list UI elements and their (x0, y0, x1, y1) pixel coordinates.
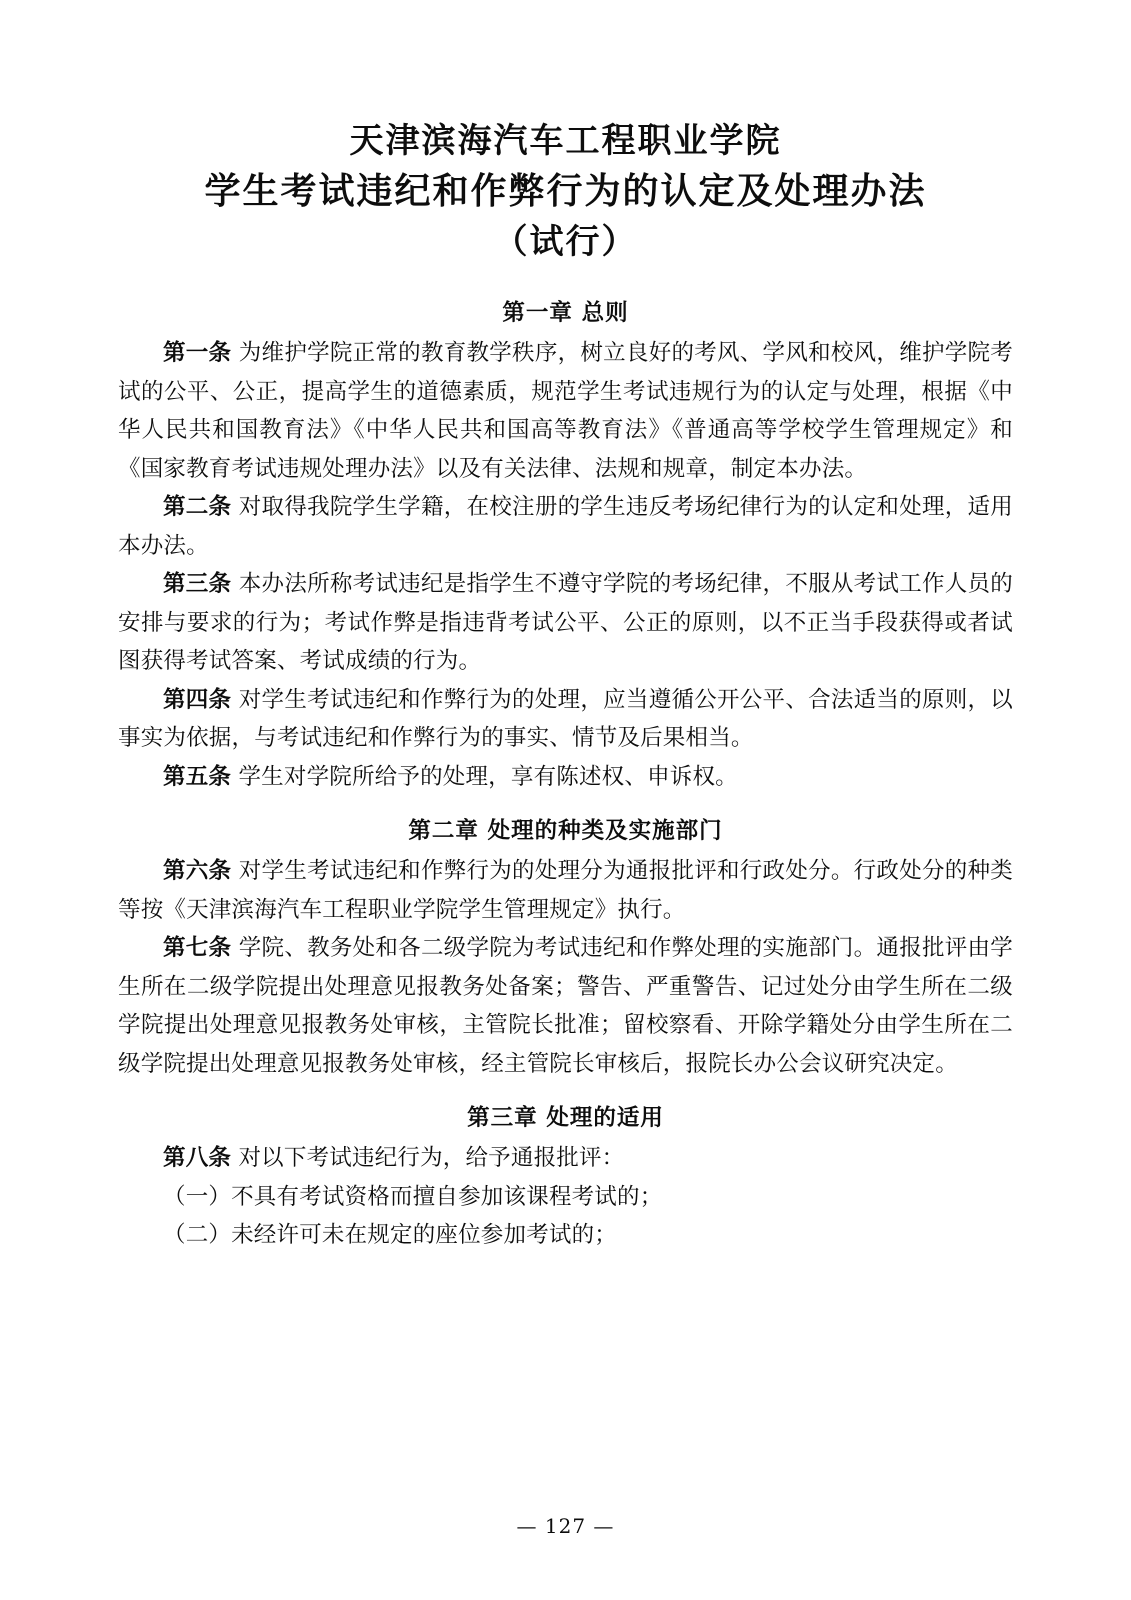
article-7-paragraph (118, 929, 1013, 1083)
article-2-label: 第二条 (163, 494, 232, 520)
article-5-label: 第五条 (163, 763, 232, 790)
article-3-label: 第三条 (163, 571, 232, 597)
title-line-subject: 学生考试违纪和作弊行为的认定及处理办法 (204, 170, 927, 212)
article-5-body: 学生对学院所给予的处理，享有陈述权、申诉权。 (238, 763, 738, 790)
article-6-body: 对学生考试违纪和作弊行为的处理分为通报批评和行政处分。行政处分的种类等按《天津滨海汽车工程职业学院学生管理规定》执行。 (118, 858, 1013, 923)
article-6-label: 第六条 (163, 858, 232, 884)
article-1-paragraph (118, 334, 1013, 488)
article-8-body: 对以下考试违纪行为，给予通报批评： (238, 1145, 625, 1171)
title-line-institution: 天津滨海汽车工程职业学院 (349, 121, 782, 161)
list-item: （二）未经许可未在规定的座位参加考试的； (163, 1222, 618, 1248)
list-item: （一）不具有考试资格而擅自参加该课程考试的； (163, 1183, 663, 1210)
chapter-one-heading: 第一章 总则 (502, 300, 629, 326)
article-5-paragraph (118, 758, 1013, 797)
article-3-paragraph (118, 565, 1013, 681)
article-2-paragraph (118, 488, 1013, 565)
article-8-label: 第八条 (163, 1145, 232, 1171)
article-8-paragraph (118, 1139, 1013, 1178)
article-4-body: 对学生考试违纪和作弊行为的处理，应当遵循公开公平、合法适当的原则，以事实为依据，与考试违纪和作弊行为的事实、情节及后果相当。 (118, 686, 1013, 751)
article-1-body: 为维护学院正常的教育教学秩序，树立良好的考风、学风和校风，维护学院考试的公平、公正，提高学生的道德素质，规范学生考试违规行为的认定与处理，根据《中华人民共和国教育法》《中华人民共和国高等教育法》《普通高等学校学生管理规定》和《国家教育考试违规处理办法》以及有关法律、法规和规章，制定本办法。 (118, 340, 1013, 482)
article-4-label: 第四条 (163, 686, 232, 713)
page-number: — 127 — (516, 1514, 615, 1538)
title-line-status: （试行） (493, 222, 638, 262)
chapter-two-heading: 第二章 处理的种类及实施部门 (408, 818, 723, 844)
article-1-label: 第一条 (163, 340, 232, 366)
chapter-three-heading: 第三章 处理的适用 (467, 1105, 664, 1131)
article-7-label: 第七条 (163, 935, 232, 961)
article-6-paragraph (118, 852, 1013, 929)
article-4-paragraph (118, 681, 1013, 758)
page-title (118, 118, 1013, 266)
article-2-body: 对取得我院学生学籍，在校注册的学生违反考场纪律行为的认定和处理，适用本办法。 (118, 494, 1013, 559)
article-7-body: 学院、教务处和各二级学院为考试违纪和作弊处理的实施部门。通报批评由学生所在二级学院提出处理意见报教务处备案；警告、严重警告、记过处分由学生所在二级学院提出处理意见报教务处审核，主管院长批准；留校察看、开除学籍处分由学生所在二级学院提出处理意见报教务处审核，经主管院长审核后，报院长办公会议研究决定。 (118, 935, 1013, 1077)
article-3-body: 本办法所称考试违纪是指学生不遵守学院的考场纪律，不服从考试工作人员的安排与要求的行为；考试作弊是指违背考试公平、公正的原则，以不正当手段获得或者试图获得考试答案、考试成绩的行为。 (118, 571, 1013, 674)
